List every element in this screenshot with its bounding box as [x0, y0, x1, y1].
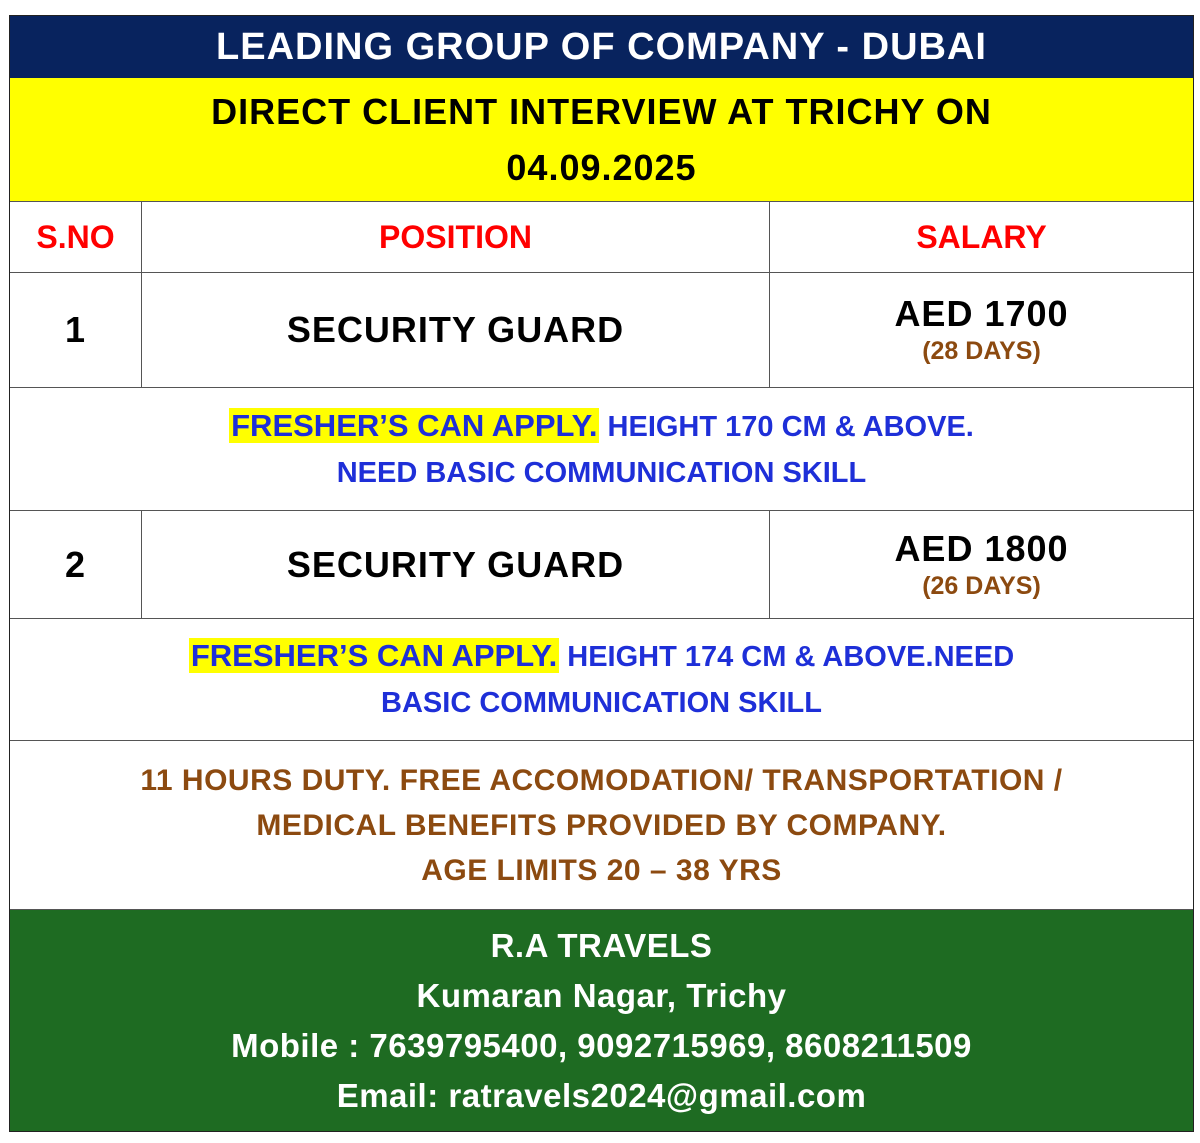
benefits-section — [10, 741, 1193, 910]
row-days: (26 DAYS) — [922, 571, 1041, 600]
job-flyer — [9, 15, 1194, 1132]
communication-requirement: NEED BASIC COMMUNICATION SKILL — [336, 456, 867, 489]
company-title: LEADING GROUP OF COMPANY - DUBAI — [216, 25, 987, 68]
agency-mobile: Mobile : 7639795400, 9092715969, 8608211509 — [231, 1026, 972, 1064]
row-sno: 1 — [10, 273, 142, 387]
interview-banner — [10, 78, 1193, 202]
company-title-bar — [10, 16, 1193, 78]
row-salary: AED 1800 — [894, 527, 1069, 569]
row-note — [10, 619, 1193, 741]
row-position: SECURITY GUARD — [142, 273, 770, 387]
communication-requirement: BASIC COMMUNICATION SKILL — [381, 687, 822, 719]
agency-email: Email: ratravels2024@gmail.com — [336, 1076, 867, 1114]
benefits-line2: MEDICAL BENEFITS PROVIDED BY COMPANY. — [256, 808, 947, 842]
row-sno: 2 — [10, 511, 142, 618]
row-days: (28 DAYS) — [922, 337, 1041, 365]
interview-date: 04.09.2025 — [506, 146, 697, 188]
benefits-line1: 11 HOURS DUTY. FREE ACCOMODATION/ TRANSPORTATION / — [140, 763, 1063, 797]
row-note-line1 — [229, 403, 974, 450]
fresher-highlight: FRESHER’S CAN APPLY. — [231, 407, 598, 443]
height-requirement: HEIGHT 174 CM & ABOVE.NEED — [567, 641, 1015, 673]
fresher-highlight: FRESHER’S CAN APPLY. — [190, 638, 558, 673]
row-note-line1 — [189, 633, 1014, 680]
height-requirement: HEIGHT 170 CM & ABOVE. — [607, 410, 974, 443]
table-row — [10, 273, 1193, 388]
row-position: SECURITY GUARD — [142, 511, 770, 618]
agency-name: R.A TRAVELS — [490, 926, 713, 964]
agency-footer — [10, 910, 1193, 1131]
age-limit: AGE LIMITS 20 – 38 YRS — [421, 853, 782, 887]
table-row — [10, 511, 1193, 619]
col-position-header: POSITION — [142, 202, 770, 272]
agency-address: Kumaran Nagar, Trichy — [416, 976, 787, 1014]
table-header-row — [10, 202, 1193, 273]
row-salary-cell — [770, 273, 1193, 387]
row-salary: AED 1700 — [894, 293, 1069, 334]
col-sno-header: S.NO — [10, 202, 142, 272]
row-note — [10, 388, 1193, 511]
col-salary-header: SALARY — [916, 218, 1047, 255]
interview-line1: DIRECT CLIENT INTERVIEW AT TRICHY ON — [211, 90, 992, 132]
row-salary-cell — [770, 511, 1193, 618]
